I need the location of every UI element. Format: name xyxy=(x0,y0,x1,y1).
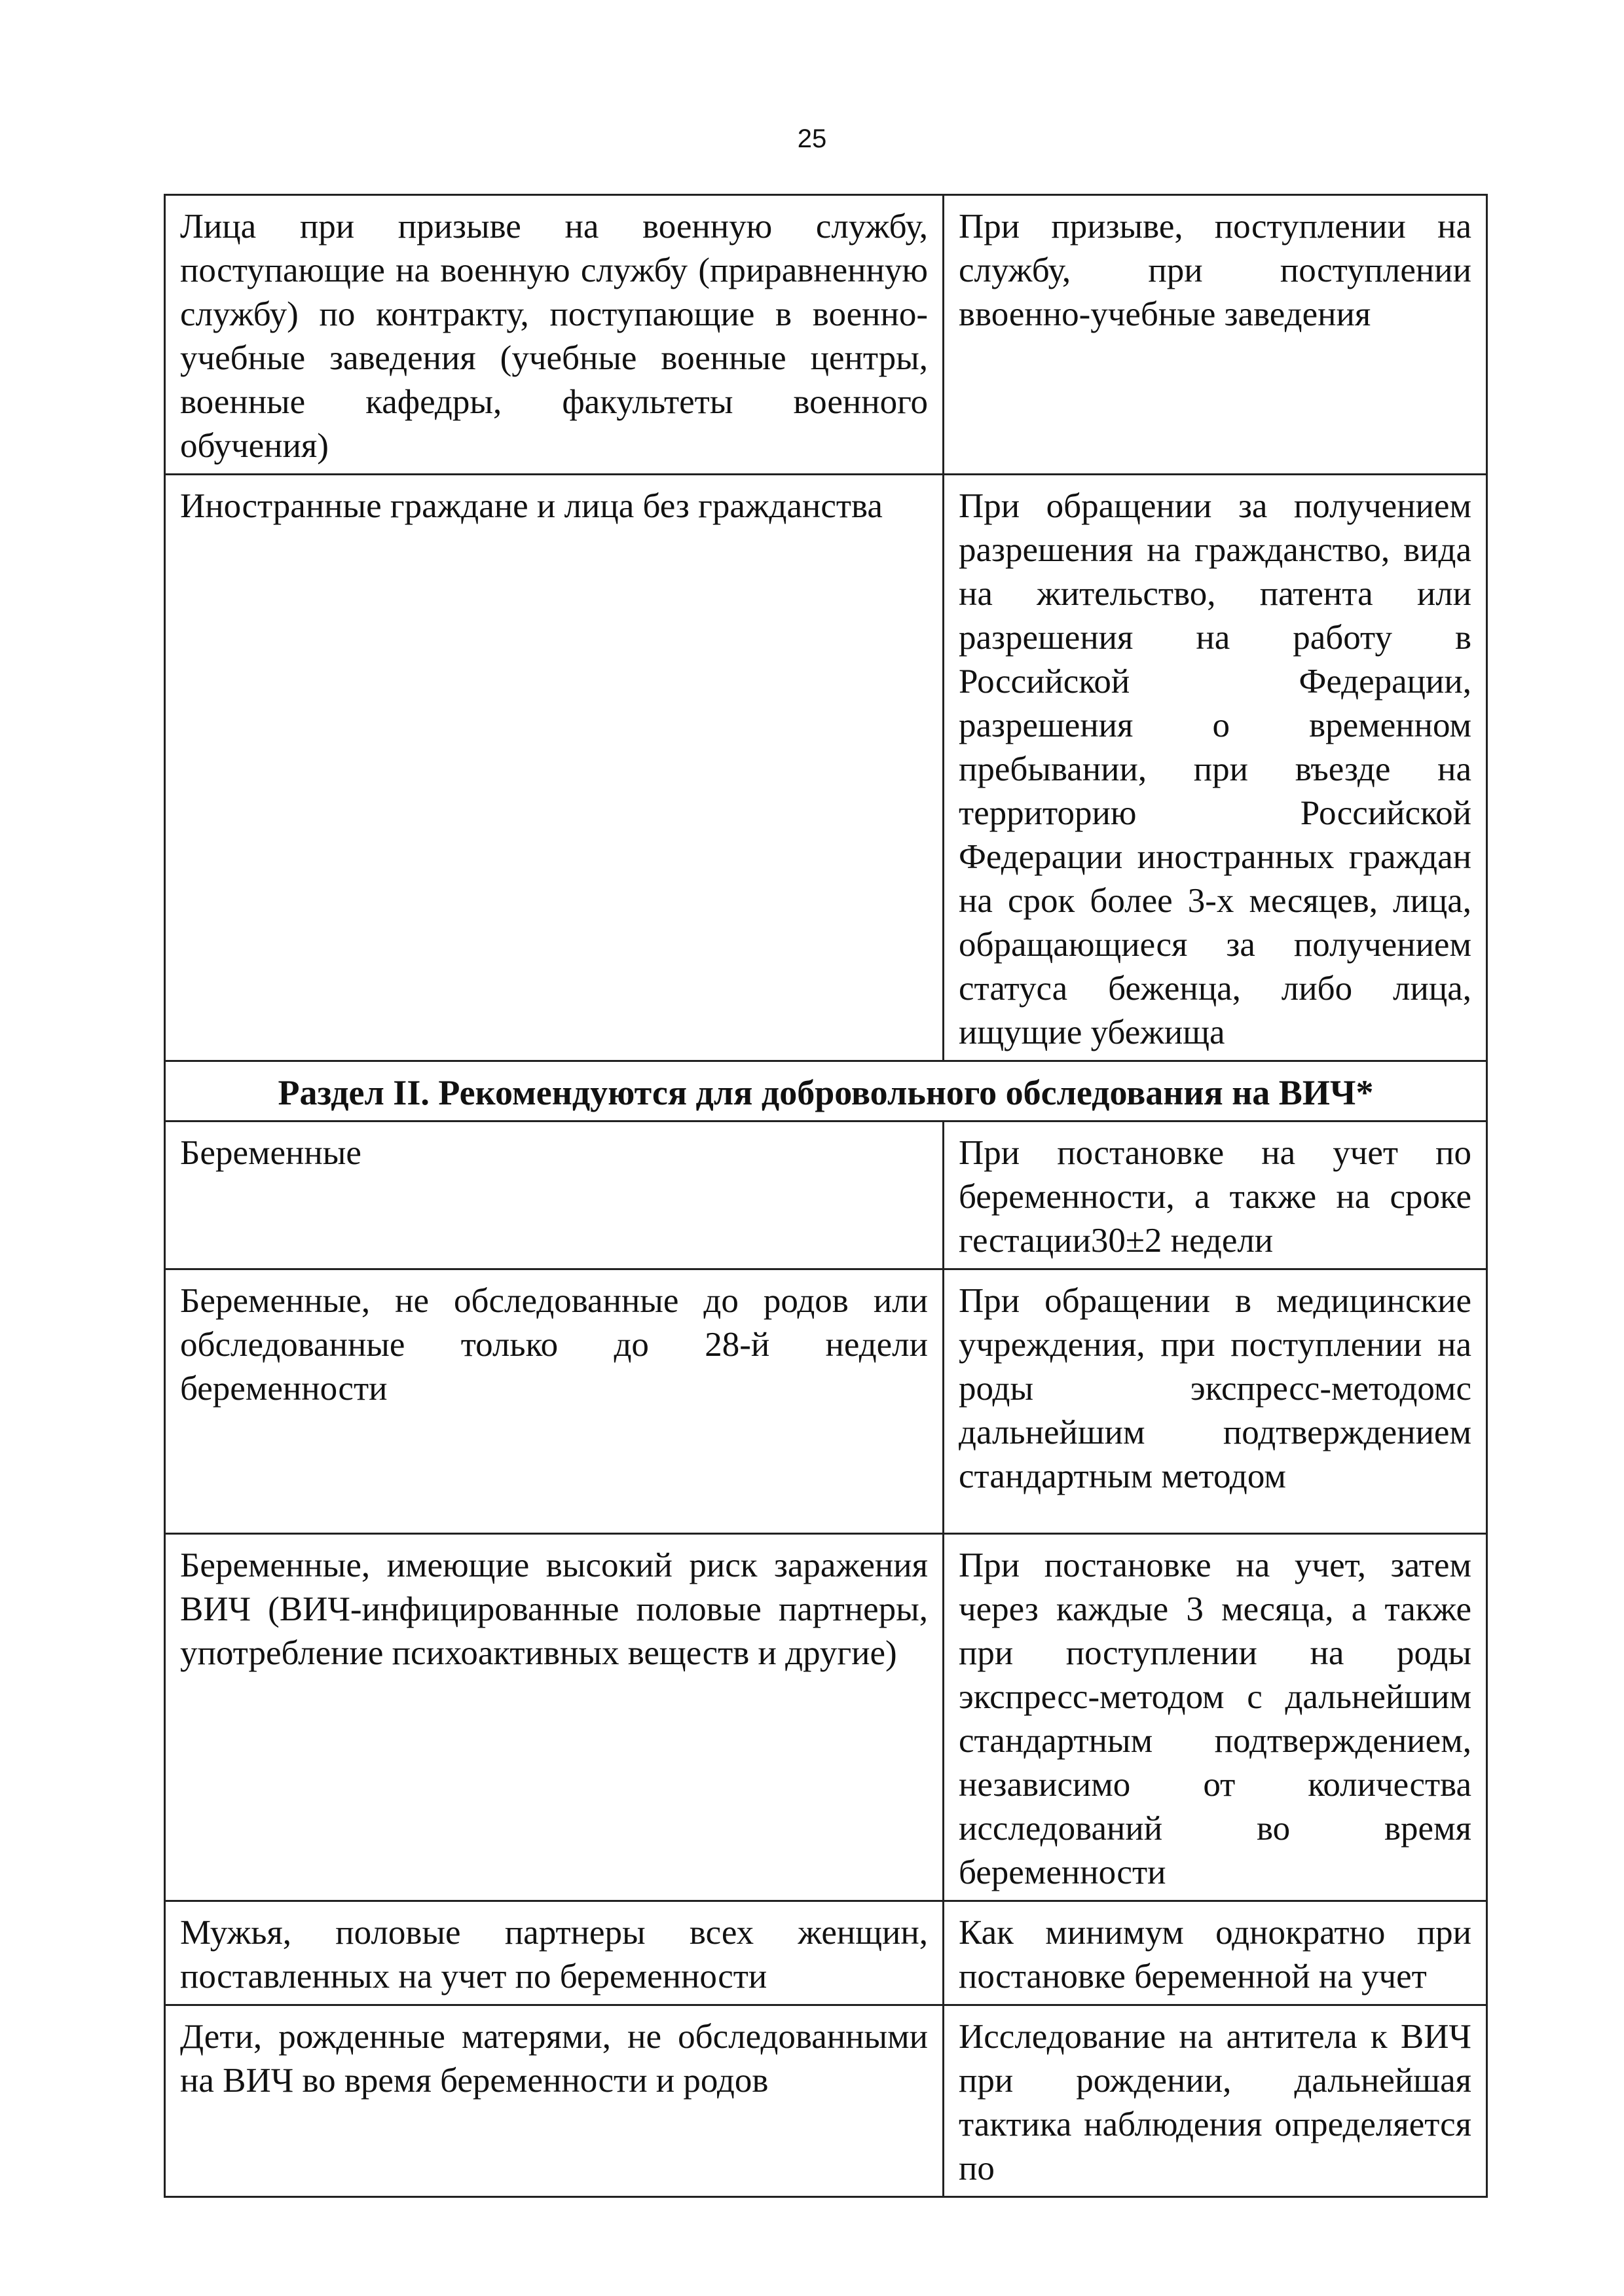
population-group-cell: Мужья, половые партнеры всех женщин, поставленных на учет по беременности xyxy=(165,1901,944,2005)
table-row xyxy=(165,1901,1487,2005)
section-header-row xyxy=(165,1061,1487,1121)
table-row xyxy=(165,475,1487,1061)
screening-condition-cell: Как минимум однократно при постановке беременной на учет xyxy=(944,1901,1487,2005)
population-group-cell: Беременные, не обследованные до родов или обследованные только до 28-й недели беременности xyxy=(165,1269,944,1534)
screening-condition-cell: Исследование на антитела к ВИЧ при рождении, дальнейшая тактика наблюдения определяется по xyxy=(944,2005,1487,2197)
table-row xyxy=(165,1121,1487,1269)
population-group-cell: Беременные xyxy=(165,1121,944,1269)
screening-condition-cell: При призыве, поступлении на службу, при поступлении ввоенно-учебные заведения xyxy=(944,195,1487,475)
screening-condition-cell: При постановке на учет, затем через каждые 3 месяца, а также при поступлении на роды экспресс-методом с дальнейшим стандартным подтверждением, независимо от количества исследований во время беременности xyxy=(944,1534,1487,1901)
table-row xyxy=(165,195,1487,475)
screening-condition-cell: При постановке на учет по беременности, а также на сроке гестации30±2 недели xyxy=(944,1121,1487,1269)
table-row xyxy=(165,2005,1487,2197)
population-group-cell: Лица при призыве на военную службу, поступающие на военную службу (приравненную службу) по контракту, поступающие в военно-учебные заведения (учебные военные центры, военные кафедры, факультеты военного обучения) xyxy=(165,195,944,475)
section-title: Раздел II. Рекомендуются для добровольного обследования на ВИЧ* xyxy=(165,1061,1487,1121)
page-number: 25 xyxy=(797,124,827,153)
screening-condition-cell: При обращении за получением разрешения на гражданство, вида на жительство, патента или разрешения на работу в Российской Федерации, разрешения о временном пребывании, при въезде на территорию Российской Федерации иностранных граждан на срок более 3-х месяцев, лица, обращающиеся за получением статуса беженца, либо лица, ищущие убежища xyxy=(944,475,1487,1061)
screening-table xyxy=(164,194,1488,2198)
population-group-cell: Иностранные граждане и лица без гражданства xyxy=(165,475,944,1061)
table-row xyxy=(165,1534,1487,1901)
screening-condition-cell: При обращении в медицинские учреждения, при поступлении на роды экспресс-методомс дальнейшим подтверждением стандартным методом xyxy=(944,1269,1487,1534)
table-row xyxy=(165,1269,1487,1534)
population-group-cell: Беременные, имеющие высокий риск заражения ВИЧ (ВИЧ-инфицированные половые партнеры, употребление психоактивных веществ и другие) xyxy=(165,1534,944,1901)
population-group-cell: Дети, рожденные матерями, не обследованными на ВИЧ во время беременности и родов xyxy=(165,2005,944,2197)
